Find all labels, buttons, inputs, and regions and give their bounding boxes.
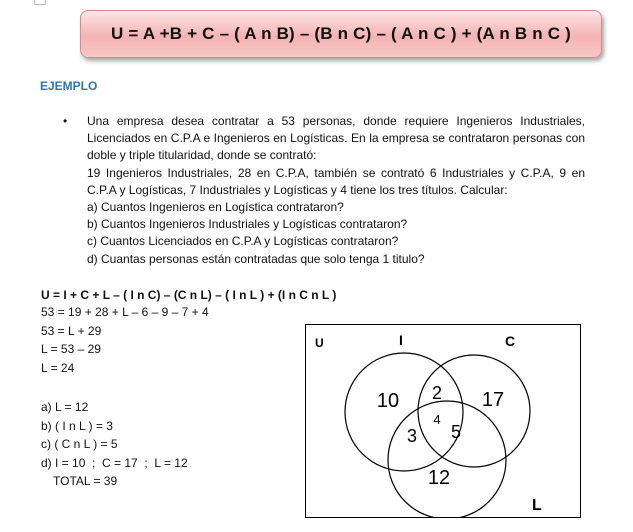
venn-label-l: L	[532, 497, 542, 514]
problem-intro-1: Una empresa desea contratar a 53 personas, donde requiere Ingenieros Industriales, Licenciados en C.P.A e Ingenieros en Logísticas. En la empresa se contrataron personas con doble y triple titularidad, donde se contrató:	[87, 114, 585, 163]
region-all-three: 4	[433, 412, 441, 427]
problem-intro-2: 19 Ingenieros Industriales, 28 en C.P.A, también se contrató 6 Industriales y C.P.A, 9 en C.P.A y Logísticas, 7 Industriales y Logísticas y 4 tiene los tres títulos. Calcular:	[87, 165, 585, 197]
bullet-point: •	[63, 114, 68, 128]
circle-c	[418, 355, 530, 467]
formula-banner	[80, 10, 602, 58]
region-i-and-l: 3	[406, 426, 418, 446]
solution-formula: U = I + C + L – ( I n C) – (C n L) – ( I n L ) + (I n C n L )	[41, 288, 337, 302]
answer-c: c) ( C n L ) = 5	[41, 437, 118, 452]
question-b: b) Cuantos Ingenieros Industriales y Logísticas contrataron?	[87, 217, 408, 232]
answer-a: a) L = 12	[41, 400, 89, 414]
page-corner-mark	[34, 0, 46, 5]
venn-diagram-frame	[305, 324, 581, 518]
question-c: c) Cuantos Licenciados en C.P.A y Logísticas contrataron?	[87, 234, 399, 249]
region-i-and-c: 2	[431, 383, 443, 403]
answer-b: b) ( I n L ) = 3	[41, 418, 113, 433]
venn-diagram	[306, 325, 580, 517]
circle-i	[345, 353, 463, 471]
example-heading: EJEMPLO	[40, 79, 98, 93]
solution-step-2: 53 = L + 29	[41, 323, 102, 338]
circle-l	[388, 401, 506, 517]
answers-block	[41, 398, 188, 491]
solution-step-4: L = 24	[41, 360, 75, 375]
region-only-c: 17	[481, 389, 505, 411]
region-only-i: 10	[376, 390, 400, 412]
problem-statement	[87, 113, 585, 268]
region-only-l: 12	[427, 467, 451, 489]
venn-label-u: U	[315, 336, 324, 350]
region-c-and-l: 5	[450, 422, 462, 442]
solution-step-3: L = 53 – 29	[41, 342, 101, 357]
formula-main-text: U = A +B + C – ( A n B) – (B n C) – ( A n C ) + (A n B n C )	[111, 24, 571, 43]
answer-total: TOTAL = 39	[53, 474, 118, 489]
venn-label-c: C	[505, 333, 516, 349]
solution-steps	[41, 303, 209, 377]
question-a: a) Cuantos Ingenieros en Logística contrataron?	[87, 200, 344, 215]
solution-step-1: 53 = 19 + 28 + L – 6 – 9 – 7 + 4	[41, 305, 209, 319]
answer-d: d) I = 10 ; C = 17 ; L = 12	[41, 455, 188, 470]
venn-label-i: I	[399, 332, 403, 348]
question-d: d) Cuantas personas están contratadas que solo tenga 1 titulo?	[87, 251, 425, 266]
